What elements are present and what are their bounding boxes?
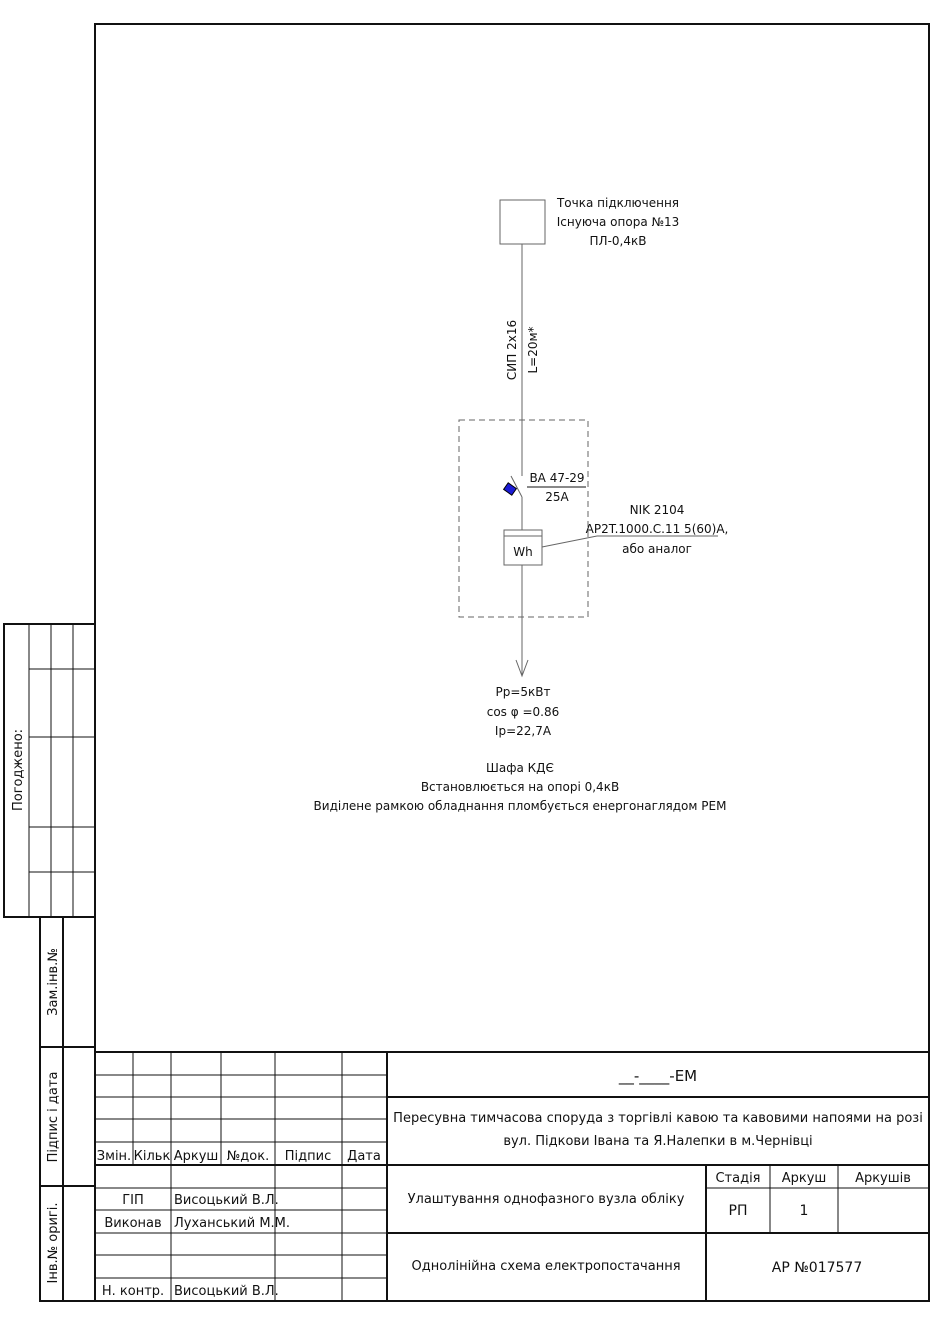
header-date: Дата <box>347 1149 381 1164</box>
agreed-label: Погоджено: <box>11 728 26 812</box>
role-norm-control: Н. контр. <box>101 1284 165 1299</box>
certificate-number: АР №017577 <box>771 1260 863 1276</box>
breaker-contact-icon <box>504 483 517 495</box>
cable-type-label: СИП 2х16 <box>505 319 519 381</box>
note-cabinet: Шафа КДЄ <box>486 761 554 775</box>
breaker-rating-label: 25А <box>545 490 569 504</box>
sheet-label: Аркуш <box>781 1171 827 1186</box>
note-installation: Встановлюється на опорі 0,4кВ <box>420 780 620 794</box>
note-sealing: Виділене рамкою обладнання пломбується енергонаглядом РЕМ <box>313 799 727 813</box>
connection-point-line1: Точка підключення <box>556 196 680 210</box>
load-current-label: Iр=22,7А <box>494 724 552 738</box>
role-performer: Виконав <box>104 1216 162 1231</box>
signature-date-label: Підпис і дата <box>46 1071 61 1163</box>
object-name: Улаштування однофазного вузла обліку <box>407 1192 685 1207</box>
header-change: Змін. <box>96 1149 132 1164</box>
connection-point-line2: Існуюча опора №13 <box>556 215 680 229</box>
sheet-value: 1 <box>799 1203 809 1219</box>
meter-alternative-label: або аналог <box>622 542 692 556</box>
meter-model-label: NIK 2104 <box>629 503 685 517</box>
stage-label: Стадія <box>715 1171 761 1186</box>
connection-point-box <box>500 200 545 244</box>
kde-enclosure-frame <box>459 420 588 617</box>
replacement-inventory-label: Зам.інв.№ <box>46 948 61 1016</box>
drawing-frame <box>95 24 929 1301</box>
single-line-diagram <box>314 196 729 813</box>
document-code: __-____-ЕМ <box>618 1067 698 1085</box>
header-signature: Підпис <box>284 1149 332 1164</box>
side-stamp <box>4 624 95 1301</box>
breaker-model-label: ВА 47-29 <box>529 471 585 485</box>
load-cos-label: cos φ =0.86 <box>486 705 560 719</box>
sheets-label: Аркушів <box>855 1171 911 1186</box>
cable-length-label: L=20м* <box>526 326 540 374</box>
meter-spec-label: AP2T.1000.C.11 5(60)A, <box>585 522 729 536</box>
header-document: №док. <box>226 1149 270 1164</box>
original-inventory-label: Інв.№ оригі. <box>46 1202 61 1284</box>
title-block <box>95 1052 929 1301</box>
load-power-label: Pр=5кВт <box>495 685 551 699</box>
drawing-name: Однолінійна схема електропостачання <box>411 1259 681 1274</box>
project-title-line1: Пересувна тимчасова споруда з торгівлі кавою та кавовими напоями на розі <box>393 1111 923 1126</box>
connection-point-line3: ПЛ-0,4кВ <box>589 234 647 248</box>
header-quantity: Кільк <box>133 1149 171 1164</box>
project-title-line2: вул. Підкови Івана та Я.Налепки в м.Чернівці <box>503 1134 813 1149</box>
name-chief-engineer: Висоцький В.Л. <box>174 1193 279 1208</box>
meter-symbol-label: Wh <box>513 545 533 559</box>
role-chief-engineer: ГІП <box>122 1193 144 1208</box>
stage-value: РП <box>728 1203 748 1219</box>
name-norm-control: Висоцький В.Л. <box>174 1284 279 1299</box>
meter-leader-line <box>542 536 597 547</box>
header-sheet: Аркуш <box>173 1149 219 1164</box>
name-performer: Луханський М.М. <box>174 1216 291 1231</box>
